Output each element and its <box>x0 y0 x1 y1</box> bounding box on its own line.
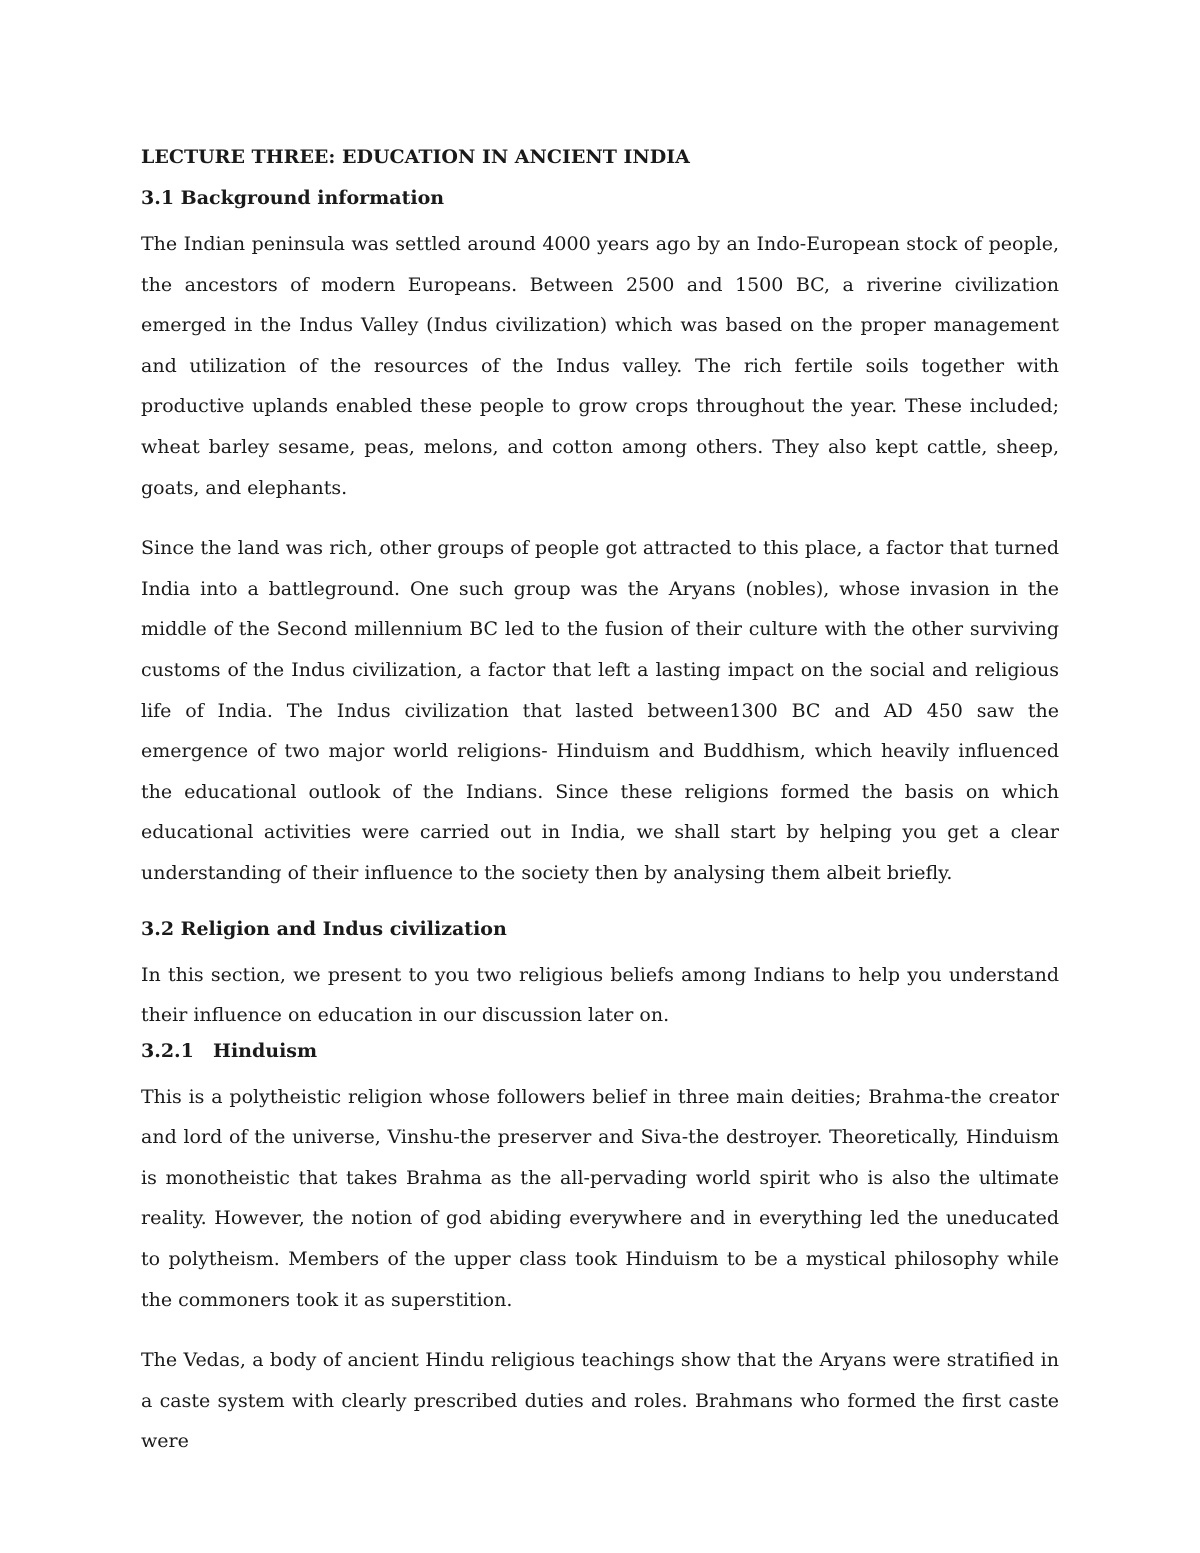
lecture-title: LECTURE THREE: EDUCATION IN ANCIENT INDIA <box>141 146 690 168</box>
background-paragraph-2: Since the land was rich, other groups of people got attracted to this place, a factor that turned India into a battleground. One such group was the Aryans (nobles), whose invasion in the middle of the Second millennium BC led to the fusion of their culture with the other surviving customs of the Indus civilization, a factor that left a lasting impact on the social and religious life of India. The Indus civilization that lasted between1300 BC and AD 450 saw the emergence of two major world religions- Hinduism and Buddhism, which heavily influenced the educational outlook of the Indians. Since these religions formed the basis on which educational activities were carried out in India, we shall start by helping you get a clear understanding of their influence to the society then by analysing them albeit briefly. <box>141 537 1059 884</box>
section-3-2-1-title: Hinduism <box>213 1039 318 1062</box>
section-3-2-1-number: 3.2.1 <box>141 1039 194 1062</box>
religion-intro-paragraph: In this section, we present to you two religious beliefs among Indians to help you understand their influence on education in our discussion later on. <box>141 963 1059 1027</box>
hinduism-paragraph-2: The Vedas, a body of ancient Hindu religious teachings show that the Aryans were stratified in a caste system with clearly prescribed duties and roles. Brahmans who formed the first caste were <box>141 1349 1059 1453</box>
section-3-2-1-heading <box>141 1036 1059 1066</box>
hinduism-paragraph-1: This is a polytheistic religion whose followers belief in three main deities; Brahma-the creator and lord of the universe, Vinshu-the preserver and Siva-the destroyer. Theoretically, Hinduism is monotheistic that takes Brahma as the all-pervading world spirit who is also the ultimate reality. However, the notion of god abiding everywhere and in everything led the uneducated to polytheism. Members of the upper class took Hinduism to be a mystical philosophy while the commoners took it as superstition. <box>141 1085 1059 1311</box>
document-page <box>141 142 1059 1462</box>
background-paragraph-1: The Indian peninsula was settled around 4000 years ago by an Indo-European stock of people, the ancestors of modern Europeans. Between 2500 and 1500 BC, a riverine civilization emerged in the Indus Valley (Indus civilization) which was based on the proper management and utilization of the resources of the Indus valley. The rich fertile soils together with productive uplands enabled these people to grow crops throughout the year. These included; wheat barley sesame, peas, melons, and cotton among others. They also kept cattle, sheep, goats, and elephants. <box>141 233 1059 499</box>
section-3-1-heading: 3.1 Background information <box>141 187 445 209</box>
section-3-2-heading: 3.2 Religion and Indus civilization <box>141 917 507 940</box>
